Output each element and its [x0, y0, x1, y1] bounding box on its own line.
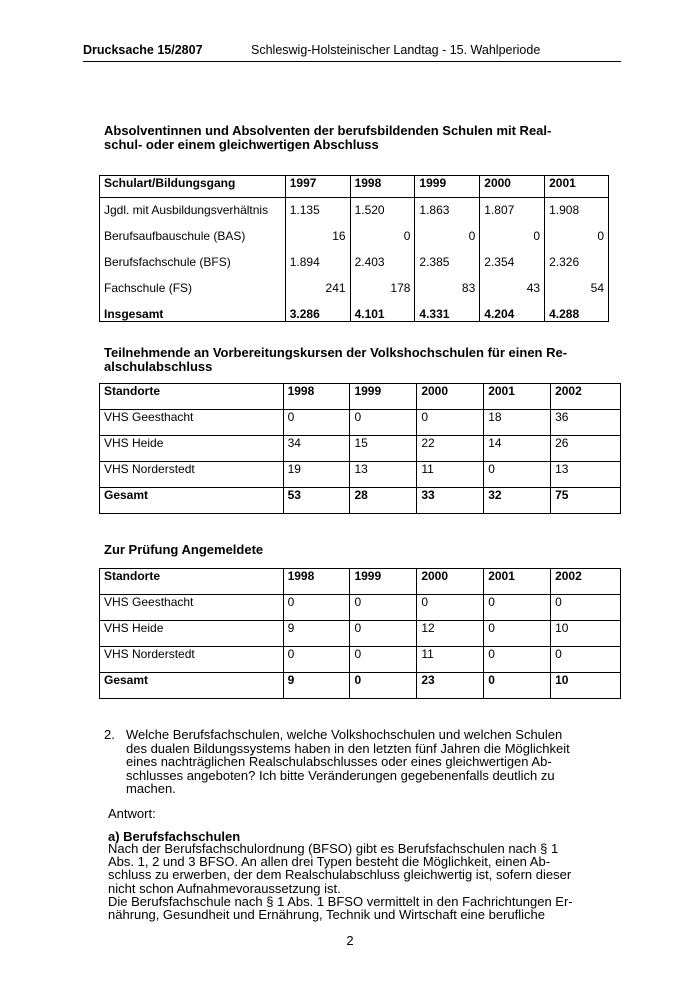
table-header-row — [100, 569, 621, 595]
column-header: Standorte — [100, 384, 284, 410]
table-row: VHS Norderstedt 0 0 11 0 0 — [100, 647, 621, 673]
column-header: 1999 — [350, 569, 417, 595]
question-text: Welche Berufsfachschulen, welche Volkshochschulen und welchen Schulen des dualen Bildungssystems haben in den letzten fünf Jahren die Möglichkeit eines nachträglichen Realschulabschlusses oder eines gleichwertigen Ab- schlusses angeboten? Ich bitte Veränderungen gegebenenfalls deutlich zu machen. — [126, 727, 570, 796]
answer-subheading: a) Berufsfachschulen — [108, 829, 241, 844]
table-row: VHS Geesthacht 0 0 0 18 36 — [100, 410, 621, 436]
table-row: VHS Geesthacht 0 0 0 0 0 — [100, 595, 621, 621]
column-header: 2001 — [484, 384, 551, 410]
table-total-row: Gesamt 9 0 23 0 10 — [100, 673, 621, 699]
table-row: VHS Norderstedt 19 13 11 0 13 — [100, 462, 621, 488]
answer-paragraph: Nach der Berufsfachschulordnung (BFSO) gibt es Berufsfachschulen nach § 1 Abs. 1, 2 und 3 BFSO. An allen drei Typen besteht die Möglichkeit, einen Ab- schluss zu erwerben, der dem Realschulabschluss gleichwertig ist, sofern dieser nicht schon Aufnahmevoraussetzung ist. Die Berufsfachschule nach § 1 Abs. 1 BFSO vermittelt in den Fachrichtungen Er- nährung, Gesundheit und Ernährung, Technik und Wirtschaft eine berufliche — [108, 841, 573, 923]
section3-heading: Zur Prüfung Angemeldete — [104, 542, 264, 557]
section1-heading: Absolventinnen und Absolventen der berufsbildenden Schulen mit Real- schul- oder einem gleichwertigen Abschluss — [104, 123, 552, 152]
column-header: Standorte — [100, 569, 284, 595]
table-row: Fachschule (FS) 241 178 83 43 54 — [100, 276, 609, 302]
table-row: VHS Heide 34 15 22 14 26 — [100, 436, 621, 462]
column-header: 2001 — [484, 569, 551, 595]
table-header-row — [100, 384, 621, 410]
document-number: Drucksache 15/2807 — [83, 43, 203, 57]
column-header: 2000 — [417, 384, 484, 410]
column-header: 1998 — [283, 384, 350, 410]
table-row: VHS Heide 9 0 12 0 10 — [100, 621, 621, 647]
table-row: Berufsaufbauschule (BAS) 16 0 0 0 0 — [100, 224, 609, 250]
section2-heading: Teilnehmende an Vorbereitungskursen der Volkshochschulen für einen Re- alschulabschluss — [104, 345, 568, 374]
column-header: 2000 — [480, 176, 545, 198]
column-header: 2000 — [417, 569, 484, 595]
question-2 — [104, 728, 614, 796]
table-header-row — [100, 176, 609, 198]
graduates-table — [99, 175, 609, 322]
page-header — [83, 40, 621, 62]
table-row: Jgdl. mit Ausbildungsverhältnis 1.135 1.520 1.863 1.807 1.908 — [100, 198, 609, 224]
column-header: 1998 — [350, 176, 415, 198]
exam-registrations-table — [99, 568, 621, 699]
answer-label: Antwort: — [108, 806, 156, 821]
document-title: Schleswig-Holsteinischer Landtag - 15. Wahlperiode — [251, 43, 541, 57]
page-number: 2 — [346, 933, 354, 948]
vhs-participants-table — [99, 383, 621, 514]
table-row: Berufsfachschule (BFS) 1.894 2.403 2.385 2.354 2.326 — [100, 250, 609, 276]
column-header: 1998 — [283, 569, 350, 595]
column-header: 2002 — [551, 569, 621, 595]
column-header: 2001 — [545, 176, 609, 198]
table-total-row: Gesamt 53 28 33 32 75 — [100, 488, 621, 514]
column-header: 1999 — [415, 176, 480, 198]
question-number: 2. — [104, 727, 115, 742]
column-header: 1997 — [285, 176, 350, 198]
column-header: 1999 — [350, 384, 417, 410]
column-header: 2002 — [551, 384, 621, 410]
table-total-row: Insgesamt 3.286 4.101 4.331 4.204 4.288 — [100, 302, 609, 322]
column-header: Schulart/Bildungsgang — [100, 176, 286, 198]
